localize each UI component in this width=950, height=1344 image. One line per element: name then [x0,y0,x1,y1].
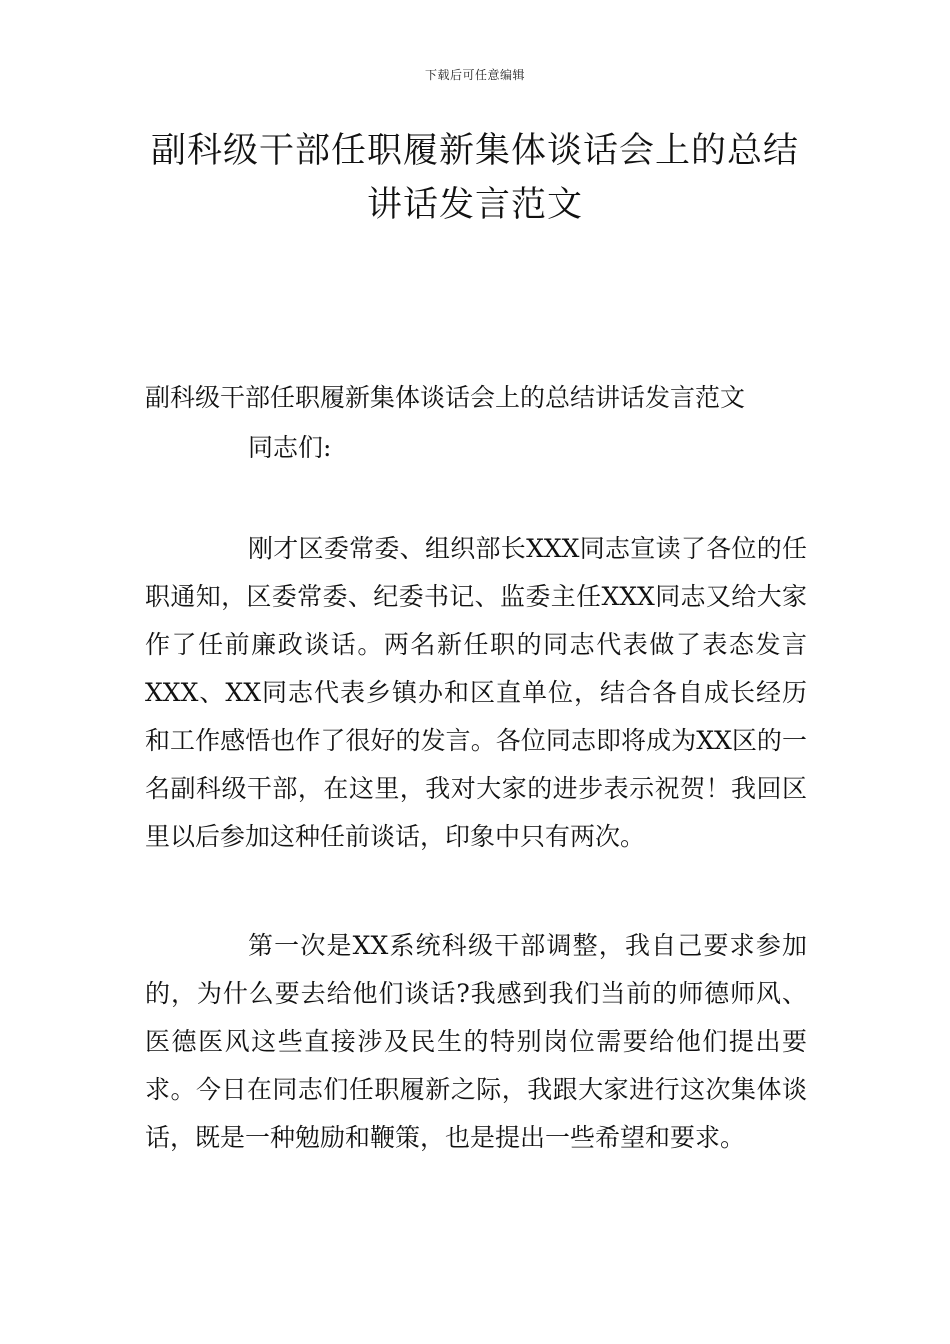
header-note: 下载后可任意编辑 [424,68,525,82]
document-subtitle: 副科级干部任职履新集体谈话会上的总结讲话发言范文 [145,383,746,412]
title-line-2: 讲话发言范文 [366,185,583,225]
title-line-1: 副科级干部任职履新集体谈话会上的总结 [150,131,799,171]
greeting: 同志们: [248,433,332,462]
document-title [140,124,810,232]
paragraph-1: 刚才区委常委、组织部长XXX同志宣读了各位的任职通知，区委常委、纪委书记、监委主任XXX同志又给大家作了任前廉政谈话。两名新任职的同志代表做了表态发言XXX、XX同志代表乡镇办和区直单位，结合各自成长经历和工作感悟也作了很好的发言。各位同志即将成为XX区的一名副科级干部，在这里，我对大家的进步表示祝贺！我回区里以后参加这种任前谈话，印象中只有两次。 [145,534,807,851]
paragraph-2: 第一次是XX系统科级干部调整，我自己要求参加的，为什么要去给他们谈话?我感到我们当前的师德师风、医德医风这些直接涉及民生的特别岗位需要给他们提出要求。今日在同志们任职履新之际，我跟大家进行这次集体谈话，既是一种勉励和鞭策，也是提出一些希望和要求。 [145,931,807,1152]
